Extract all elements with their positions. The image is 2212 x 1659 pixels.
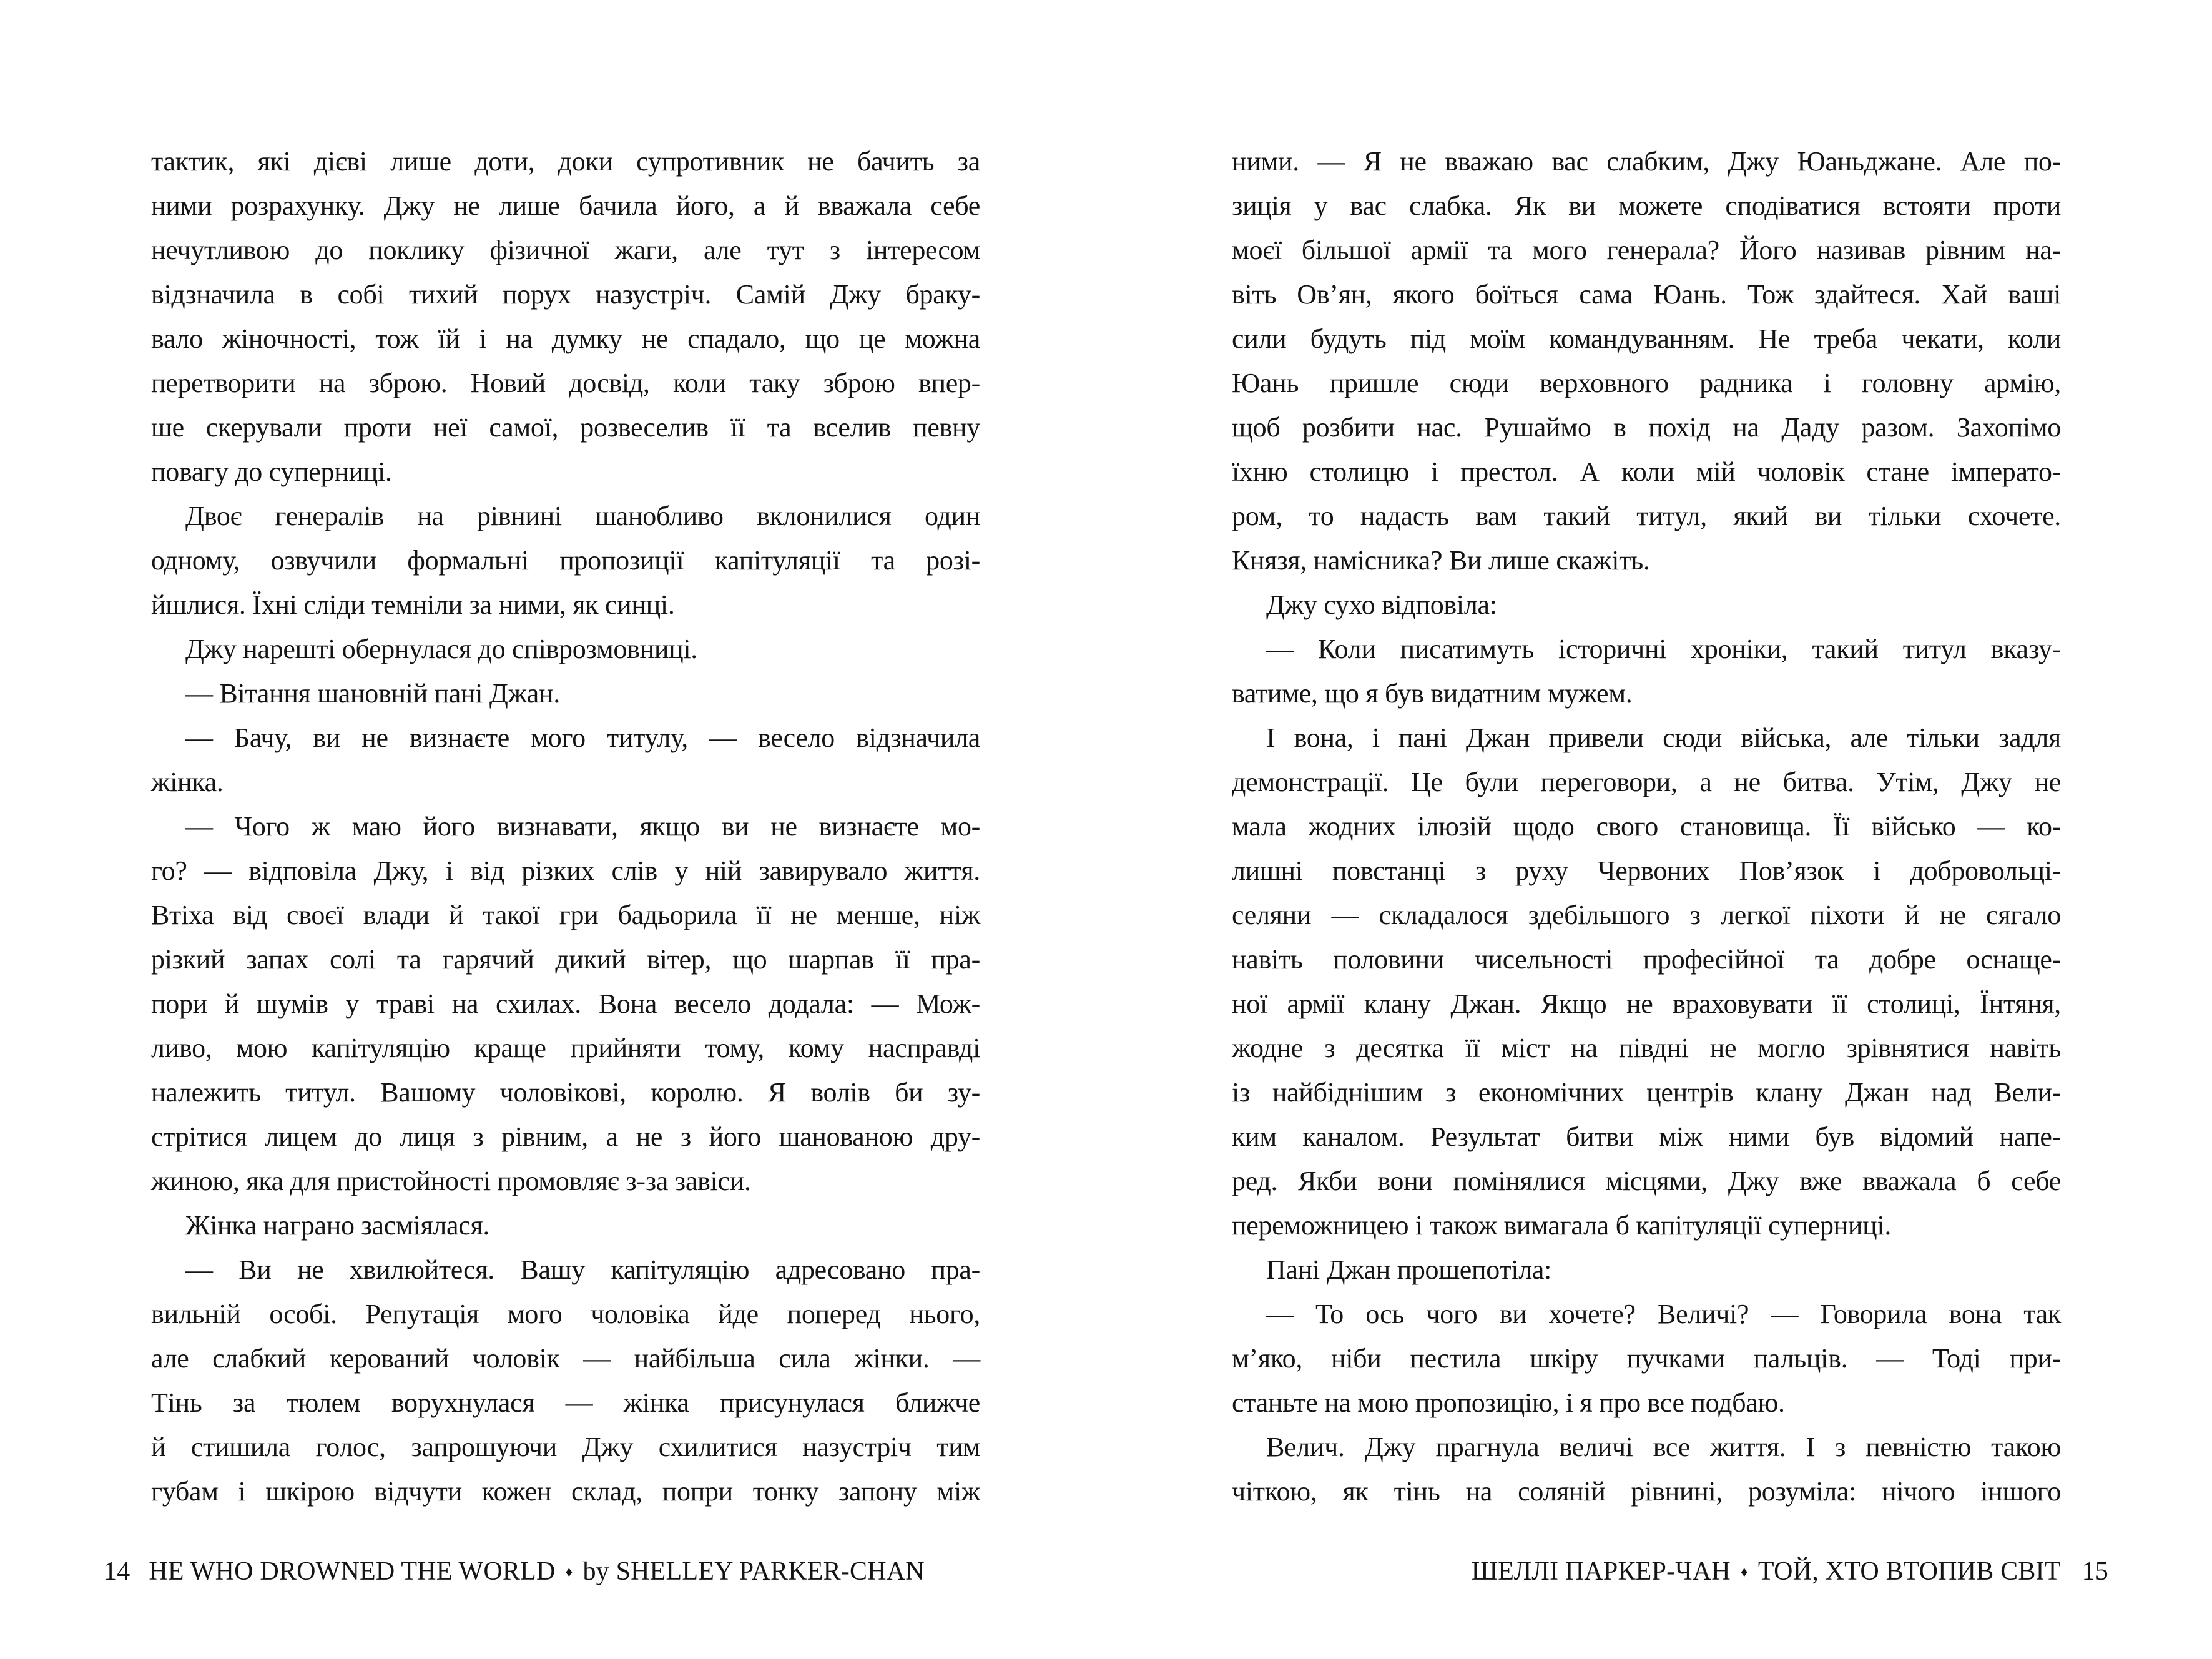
text-line — [1232, 760, 2061, 804]
text-line-content: Жінка награно засміялася. — [185, 1210, 490, 1241]
text-line-content: ними. — Я не вважаю вас слабким, Джу Юаньджане. Але по- — [1232, 146, 2061, 177]
text-line — [151, 317, 980, 361]
text-line — [1232, 671, 2061, 716]
text-line-content: й стишила голос, запрошуючи Джу схилитися назустріч тим — [151, 1432, 980, 1462]
text-line-content: Князя, намісника? Ви лише скажіть. — [1232, 545, 1650, 576]
text-line — [151, 627, 980, 671]
text-line-content: мала жодних ілюзій щодо свого становища. Її військо — ко- — [1232, 811, 2061, 842]
text-line-content: демонстрації. Це були переговори, а не битва. Утім, Джу не — [1232, 767, 2061, 797]
text-line — [1232, 538, 2061, 583]
text-line-content: йшлися. Їхні сліди темніли за ними, як синці. — [151, 589, 675, 620]
text-line-content: ред. Якби вони помінялися місцями, Джу вже вважала б себе — [1232, 1166, 2061, 1196]
text-line — [1232, 272, 2061, 317]
text-line — [1232, 1248, 2061, 1292]
text-line — [151, 1381, 980, 1425]
text-line — [1232, 494, 2061, 538]
text-line-content: — Чого ж маю його визнавати, якщо ви не визнаєте мо- — [185, 811, 980, 842]
text-line — [151, 1026, 980, 1070]
text-line-content: Джу сухо відповіла: — [1266, 589, 1497, 620]
text-line-content: щоб розбити нас. Рушаймо в похід на Даду разом. Захопімо — [1232, 412, 2061, 443]
text-line — [1232, 228, 2061, 272]
text-line-content: вильній особі. Репутація мого чоловіка йде поперед нього, — [151, 1299, 980, 1329]
text-line-content: різкий запах солі та гарячий дикий вітер, що шарпав її пра- — [151, 944, 980, 975]
text-line-content: го? — відповіла Джу, і від різких слів у ній завирувало життя. — [151, 855, 980, 886]
text-line-content: ватиме, що я був видатним мужем. — [1232, 678, 1633, 709]
text-line-content: — Бачу, ви не визнаєте мого титулу, — весело відзначила — [185, 722, 980, 753]
text-line — [1232, 893, 2061, 937]
text-line-content: навіть половини чисельності професійної та добре оснаще- — [1232, 944, 2061, 975]
text-line-content: ної армії клану Джан. Якщо не враховувати її столиці, Їнтяня, — [1232, 988, 2061, 1019]
text-line — [151, 1203, 980, 1248]
text-line — [1232, 1469, 2061, 1514]
text-line — [151, 1336, 980, 1381]
text-line — [1232, 583, 2061, 627]
text-line-content: ними розрахунку. Джу не лише бачила його, а й вважала себе — [151, 190, 980, 221]
text-line-content: Велич. Джу прагнула величі все життя. І з певністю такою — [1266, 1432, 2061, 1462]
diamond-separator-icon: ♦ — [1740, 1563, 1748, 1580]
running-title-uk: ТОЙ, ХТО ВТОПИВ СВІТ — [1757, 1557, 2061, 1587]
text-line-content: станьте на мою пропозицію, і я про все подбаю. — [1232, 1387, 1785, 1418]
text-line — [1232, 716, 2061, 760]
text-line-content: повагу до суперниці. — [151, 456, 392, 487]
text-line-content: Тінь за тюлем ворухнулася — жінка присунулася ближче — [151, 1387, 980, 1418]
text-line-content: ше скерували проти неї самої, розвеселив її та вселив певну — [151, 412, 980, 443]
text-line-content: віть Ов’ян, якого боїться сама Юань. Тож здайтеся. Хай ваші — [1232, 279, 2061, 310]
text-line-content: — Ви не хвилюйтеся. Вашу капітуляцію адресовано пра- — [185, 1254, 980, 1285]
text-line — [151, 893, 980, 937]
text-line-content: моєї більшої армії та мого генерала? Його називав рівним на- — [1232, 235, 2061, 265]
text-line — [151, 671, 980, 716]
text-line-content: зиція у вас слабка. Як ви можете сподіватися встояти проти — [1232, 190, 2061, 221]
text-line-content: тактик, які дієві лише доти, доки супротивник не бачить за — [151, 146, 980, 177]
text-line — [151, 184, 980, 228]
text-line-content: відзначила в собі тихий порух назустріч. Самій Джу браку- — [151, 279, 980, 310]
text-line — [1232, 317, 2061, 361]
text-line-content: перетворити на зброю. Новий досвід, коли таку зброю впер- — [151, 368, 980, 398]
page-number-right: 15 — [2082, 1557, 2108, 1587]
text-line — [151, 583, 980, 627]
text-line-content: Пані Джан прошепотіла: — [1266, 1254, 1552, 1285]
text-line — [151, 450, 980, 494]
text-line — [151, 760, 980, 804]
text-line-content: належить титул. Вашому чоловікові, королю. Я волів би зу- — [151, 1077, 980, 1108]
text-line — [151, 982, 980, 1026]
text-line-content: Юань пришле сюди верховного радника і головну армію, — [1232, 368, 2061, 398]
text-line — [151, 937, 980, 982]
text-line — [151, 272, 980, 317]
text-line — [1232, 1203, 2061, 1248]
text-line — [1232, 1381, 2061, 1425]
text-line — [151, 228, 980, 272]
text-line — [1232, 1336, 2061, 1381]
page-left-footer — [104, 1556, 925, 1587]
text-line — [151, 716, 980, 760]
text-line — [1232, 1425, 2061, 1469]
text-line-content: — То ось чого ви хочете? Величі? — Говорила вона так — [1266, 1299, 2061, 1329]
text-line — [151, 405, 980, 450]
text-line-content: ливо, мою капітуляцію краще прийняти тому, кому насправді — [151, 1033, 980, 1063]
text-line-content: Двоє генералів на рівнині шанобливо вклонилися один — [185, 501, 980, 531]
text-line-content: селяни — складалося здебільшого з легкої піхоти й не сягало — [1232, 900, 2061, 930]
page-left-text-block — [151, 139, 980, 1514]
running-head-left — [149, 1557, 924, 1586]
text-line — [151, 1292, 980, 1336]
text-line-content: — Вітання шановній пані Джан. — [185, 678, 560, 709]
text-line-content: сили будуть під моїм командуванням. Не треба чекати, коли — [1232, 323, 2061, 354]
text-line-content: жиною, яка для пристойності промовляє з-за завіси. — [151, 1166, 751, 1196]
text-line-content: І вона, і пані Джан привели сюди війська, але тільки задля — [1266, 722, 2061, 753]
text-line — [1232, 982, 2061, 1026]
running-byline-en: by SHELLEY PARKER-CHAN — [582, 1557, 925, 1587]
running-head-right — [1472, 1557, 2061, 1586]
text-line-content: Джу нарешті обернулася до співрозмовниці. — [185, 634, 697, 664]
text-line-content: їхню столицю і престол. А коли мій чоловік стане імперато- — [1232, 456, 2061, 487]
text-line-content: ким каналом. Результат битви між ними був відомий напе- — [1232, 1121, 2061, 1152]
text-line — [151, 1469, 980, 1514]
text-line — [151, 139, 980, 184]
text-line — [1232, 804, 2061, 849]
text-line — [1232, 849, 2061, 893]
text-line-content: із найбіднішим з економічних центрів клану Джан над Вели- — [1232, 1077, 2061, 1108]
text-line — [151, 1070, 980, 1115]
text-line — [1232, 1159, 2061, 1203]
text-line-content: чіткою, як тінь на соляній рівнині, розуміла: нічого іншого — [1232, 1476, 2061, 1507]
text-line — [151, 849, 980, 893]
text-line — [151, 1248, 980, 1292]
text-line-content: жодне з десятка її міст на півдні не могло зрівнятися навіть — [1232, 1033, 2061, 1063]
text-line — [151, 494, 980, 538]
text-line — [1232, 1115, 2061, 1159]
diamond-separator-icon: ♦ — [565, 1563, 573, 1580]
page-number-left: 14 — [104, 1557, 130, 1587]
text-line — [1232, 1292, 2061, 1336]
text-line — [151, 361, 980, 405]
text-line-content: — Коли писатимуть історичні хроніки, такий титул вказу- — [1266, 634, 2061, 664]
text-line — [1232, 937, 2061, 982]
text-line-content: нечутливою до поклику фізичної жаги, але тут з інтересом — [151, 235, 980, 265]
text-line — [1232, 1070, 2061, 1115]
text-line — [151, 1159, 980, 1203]
text-line — [1232, 139, 2061, 184]
text-line-content: лишні повстанці з руху Червоних Пов’язок і добровольці- — [1232, 855, 2061, 886]
text-line-content: переможницею і також вимагала б капітуляції суперниці. — [1232, 1210, 1892, 1241]
text-line-content: губам і шкірою відчути кожен склад, попри тонку запону між — [151, 1476, 980, 1507]
page-right-text-block — [1232, 139, 2061, 1514]
text-line — [1232, 627, 2061, 671]
text-line — [1232, 1026, 2061, 1070]
text-line — [151, 538, 980, 583]
text-line-content: вало жіночності, тож їй і на думку не спадало, що це можна — [151, 323, 980, 354]
page-right-footer — [1472, 1556, 2108, 1587]
text-line-content: ром, то надасть вам такий титул, який ви тільки схочете. — [1232, 501, 2061, 531]
text-line — [1232, 184, 2061, 228]
text-line-content: одному, озвучили формальні пропозиції капітуляції та розі- — [151, 545, 980, 576]
text-line — [1232, 405, 2061, 450]
text-line — [151, 804, 980, 849]
text-line — [1232, 450, 2061, 494]
text-line-content: Втіха від своєї влади й такої гри бадьорила її не менше, ніж — [151, 900, 980, 930]
running-author-uk: ШЕЛЛІ ПАРКЕР-ЧАН — [1471, 1557, 1731, 1587]
text-line-content: пори й шумів у траві на схилах. Вона весело додала: — Мож- — [151, 988, 980, 1019]
text-line — [1232, 361, 2061, 405]
text-line-content: стрітися лицем до лиця з рівним, а не з його шанованою дру- — [151, 1121, 980, 1152]
text-line-content: м’яко, ніби пестила шкіру пучками пальців. — Тоді при- — [1232, 1343, 2061, 1374]
text-line-content: жінка. — [151, 767, 224, 797]
running-title-en: HE WHO DROWNED THE WORLD — [149, 1557, 556, 1587]
text-line — [151, 1425, 980, 1469]
text-line-content: але слабкий керований чоловік — найбільша сила жінки. — — [151, 1343, 980, 1374]
text-line — [151, 1115, 980, 1159]
